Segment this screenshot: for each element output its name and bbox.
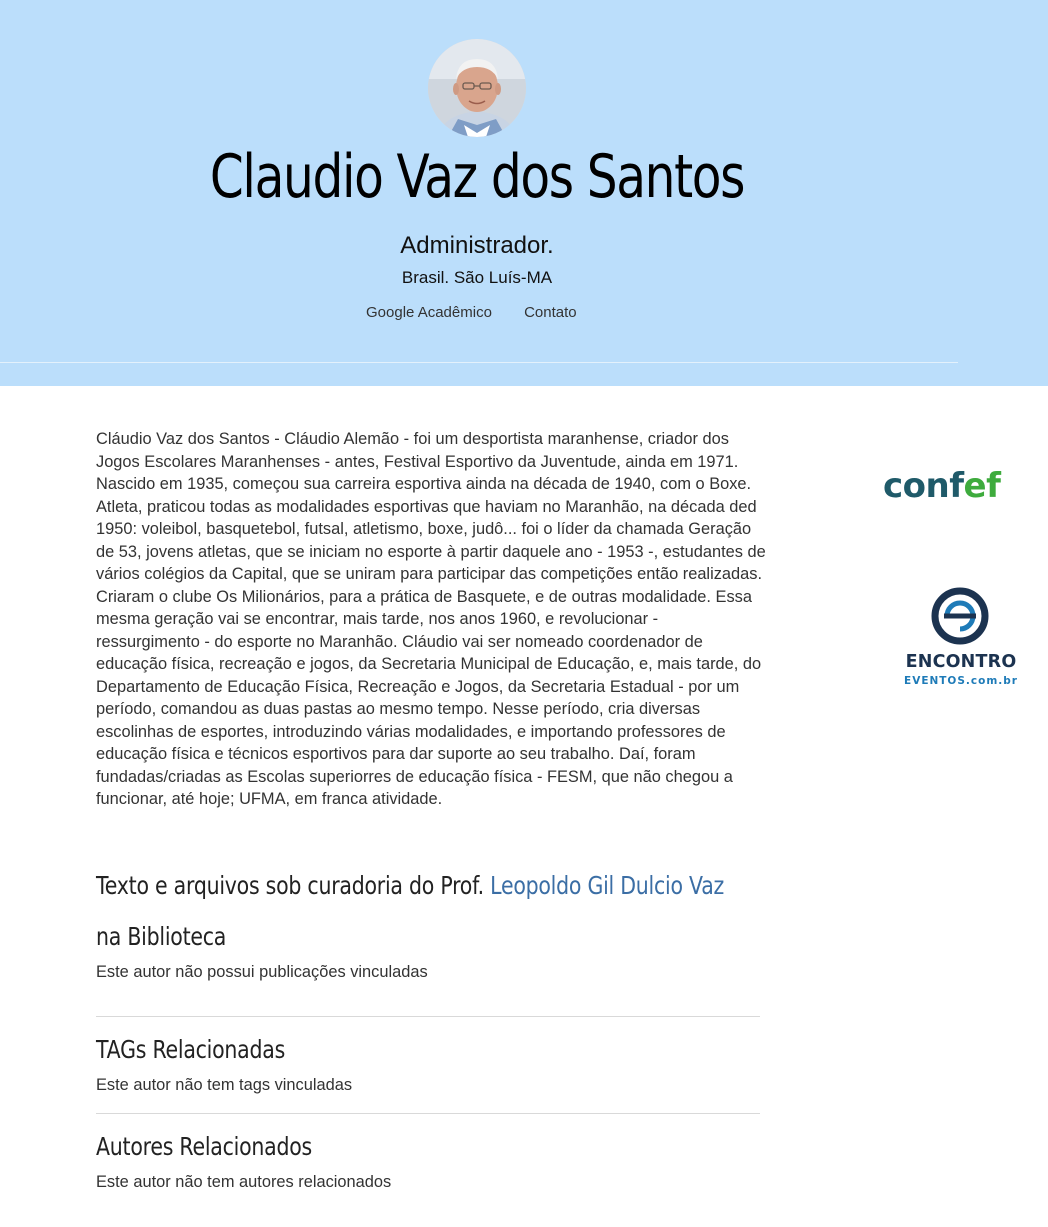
confef-logo-accent: ef bbox=[963, 466, 1001, 506]
library-section-text: Este autor não possui publicações vinculadas bbox=[96, 963, 428, 981]
profile-links bbox=[366, 304, 577, 321]
profile-role: Administrador. bbox=[400, 232, 554, 259]
google-academico-link[interactable]: Google Acadêmico bbox=[366, 304, 492, 321]
section-divider bbox=[96, 1113, 760, 1114]
confef-logo-main: conf bbox=[883, 466, 964, 506]
tags-section-title: TAGs Relacionadas bbox=[96, 1035, 286, 1064]
header-divider bbox=[0, 362, 958, 363]
encontro-e-icon bbox=[898, 586, 1024, 648]
encontro-subtitle: EVENTOS.com.br bbox=[904, 675, 1018, 687]
avatar-photo-icon bbox=[428, 39, 526, 137]
encontro-wordmark: ENCONTRO bbox=[905, 652, 1017, 672]
section-divider bbox=[96, 1016, 760, 1017]
curator-line bbox=[96, 871, 724, 900]
library-section-title: na Biblioteca bbox=[96, 922, 227, 951]
related-authors-section-text: Este autor não tem autores relacionados bbox=[96, 1173, 392, 1191]
tags-section-text: Este autor não tem tags vinculadas bbox=[96, 1076, 353, 1094]
encontro-eventos-logo[interactable] bbox=[898, 586, 1024, 687]
curator-prefix: Texto e arquivos sob curadoria do Prof. bbox=[96, 871, 484, 900]
profile-header bbox=[0, 0, 1048, 386]
biography-text: Cláudio Vaz dos Santos - Cláudio Alemão - foi um desportista maranhense, criador dos Jogos Escolares Maranhenses - antes, Festival Esportivo da Juventude, ainda em 1971. Nascido em 1935, começou sua carreira esportiva ainda na década de 1940, com o Boxe. Atleta, praticou todas as modalidades esportivas que haviam no Maranhão, na década ded 1950: voleibol, basquetebol, futsal, atletismo, boxe, judô... foi o líder da chamada Geração de 53, jovens atletas, que se iniciam no esporte à partir daquele ano - 1953 -, estudantes de vários colégios da Capital, que se uniram para participar das competições então realizadas. Criaram o clube Os Milionários, para a prática de Basquete, e de outras modalidade. Essa mesma geração vai se encontrar, mais tarde, nos anos 1960, e revolucionar - ressurgimento - do esporte no Maranhão. Cláudio vai ser nomeado coordenador de educação física, recreação e jogos, da Secretaria Municipal de Educação, e, mais tarde, do Departamento de Educação Física, Recreação e Jogos, da Secretaria Estadual - por um período, comandou as duas pastas ao mesmo tempo. Nesse período, cria diversas escolinhas de esportes, introduzindo várias modalidades, e importando professores de educação física e técnicos esportivos para dar suporte ao seu trabalho. Daí, foram fundadas/criadas as Escolas superiorres de educação física - FESM, que não chegou a funcionar, até hoje; UFMA, em franca atividade. bbox=[96, 430, 766, 808]
curator-link[interactable]: Leopoldo Gil Dulcio Vaz bbox=[490, 871, 725, 900]
contato-link[interactable]: Contato bbox=[524, 304, 577, 321]
related-authors-section-title: Autores Relacionados bbox=[96, 1132, 312, 1161]
avatar bbox=[428, 39, 526, 137]
confef-logo[interactable] bbox=[883, 466, 1000, 506]
profile-location: Brasil. São Luís-MA bbox=[401, 268, 553, 287]
profile-name: Claudio Vaz dos Santos bbox=[209, 142, 745, 212]
